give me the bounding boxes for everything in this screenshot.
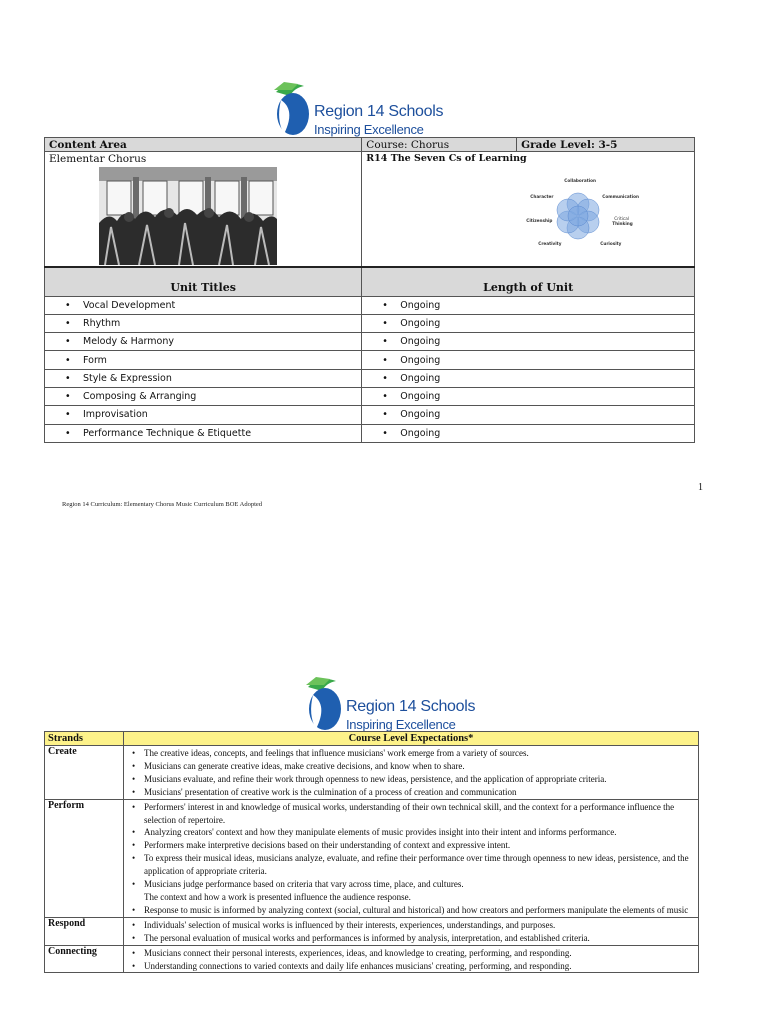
table-row	[45, 406, 695, 424]
list-item: • The creative ideas, concepts, and feelings that influence musicians' work emerge from a variety of sources.	[130, 747, 694, 760]
seven-cs-thinking: Thinking	[612, 221, 633, 226]
unit-length-cell	[362, 314, 695, 332]
subject-cell	[45, 152, 362, 268]
unit-title: Improvisation	[83, 409, 148, 421]
list-item: • Musicians judge performance based on criteria that vary across time, place, and cultures.	[130, 878, 694, 891]
unit-length-cell	[362, 369, 695, 387]
unit-length: Ongoing	[400, 427, 441, 439]
unit-title-cell	[45, 296, 362, 314]
list-item: The context and how a work is presented influence the audience response.	[143, 891, 411, 902]
unit-length: Ongoing	[400, 409, 441, 421]
unit-columns-header	[45, 267, 695, 296]
bullet-icon: •	[65, 409, 71, 421]
seven-cs-character: Character	[530, 194, 554, 199]
logo-name: Region 14 Schools	[314, 103, 444, 120]
unit-title: Form	[83, 354, 107, 366]
list-item: • Understanding connections to varied contexts and daily life enhances musicians' creating, performing, and responding.	[130, 960, 694, 973]
unit-length-cell	[362, 387, 695, 405]
list-item: • Individuals' selection of musical works is influenced by their interests, experiences, understandings, and purposes.	[130, 919, 694, 932]
strands-heading: Strands	[45, 732, 124, 746]
logo-globe-icon	[274, 80, 312, 136]
table-row	[45, 333, 695, 351]
seven-cs-diagram	[506, 178, 656, 256]
course-expectations-table	[44, 731, 699, 973]
table-row	[45, 387, 695, 405]
length-of-unit-heading: Length of Unit	[362, 267, 695, 296]
list-item: • Musicians evaluate, and refine their work through openness to new ideas, persistence, and the application of appropriate criteria.	[130, 773, 694, 786]
logo-tagline: Inspiring Excellence	[346, 717, 456, 732]
bullet-icon: •	[382, 317, 388, 329]
unit-title-cell	[45, 424, 362, 442]
table-header-row	[45, 138, 695, 152]
unit-length: Ongoing	[400, 317, 441, 329]
grade-level-label: Grade Level: 3-5	[517, 138, 695, 152]
unit-title-cell	[45, 314, 362, 332]
unit-title-cell	[45, 351, 362, 369]
bullet-icon: •	[65, 299, 71, 311]
unit-title-cell	[45, 387, 362, 405]
bullet-icon: •	[382, 372, 388, 384]
bullet-icon: •	[65, 354, 71, 366]
table-row	[45, 351, 695, 369]
list-item: • Performers make interpretive decisions based on their understanding of context and expressive intent.	[130, 839, 694, 852]
unit-titles-heading: Unit Titles	[45, 267, 362, 296]
strand-name: Perform	[45, 799, 124, 917]
chorus-engraving-image	[99, 167, 277, 265]
unit-title-cell	[45, 369, 362, 387]
course-label: Course: Chorus	[362, 138, 517, 152]
unit-length: Ongoing	[400, 372, 441, 384]
bullet-icon: •	[65, 317, 71, 329]
unit-title: Style & Expression	[83, 372, 172, 384]
strand-expectations	[123, 917, 698, 945]
table-row	[45, 369, 695, 387]
subject-title: Elementar Chorus	[49, 153, 147, 165]
unit-title: Melody & Harmony	[83, 336, 175, 348]
page-number: 1	[698, 482, 703, 493]
unit-length: Ongoing	[400, 354, 441, 366]
table-row	[45, 424, 695, 442]
unit-title: Vocal Development	[83, 299, 176, 311]
seven-cs-cell	[362, 152, 695, 268]
table-row	[45, 945, 699, 973]
unit-length: Ongoing	[400, 391, 441, 403]
bullet-icon: •	[65, 427, 71, 439]
strand-name: Connecting	[45, 945, 124, 973]
bullet-icon: •	[65, 391, 71, 403]
expectations-heading: Course Level Expectations*	[123, 732, 698, 746]
page-footer: Region 14 Curriculum: Elementary Chorus Music Curriculum BOE Adopted	[62, 501, 263, 508]
bullet-icon: •	[382, 391, 388, 403]
unit-length-cell	[362, 406, 695, 424]
unit-title: Rhythm	[83, 317, 121, 329]
list-item: • Analyzing creators' context and how they manipulate elements of music provides insight into their intent and informs performance.	[130, 826, 694, 839]
list-item: • Performers' interest in and knowledge of musical works, understanding of their own technical skill, and the context for a performance influence the selection of repertoire.	[130, 801, 694, 827]
unit-title-cell	[45, 406, 362, 424]
unit-length-cell	[362, 351, 695, 369]
unit-length-cell	[362, 333, 695, 351]
seven-cs-collaboration: Collaboration	[564, 178, 596, 183]
list-item: • Musicians connect their personal interests, experiences, ideas, and knowledge to creating, performing, and responding.	[130, 947, 694, 960]
bullet-icon: •	[382, 354, 388, 366]
table-row	[45, 296, 695, 314]
seven-cs-creativity: Creativity	[538, 241, 562, 246]
unit-title: Performance Technique & Etiquette	[83, 427, 252, 439]
bullet-icon: •	[382, 409, 388, 421]
bullet-icon: •	[65, 336, 71, 348]
unit-title: Composing & Arranging	[83, 391, 197, 403]
bullet-icon: •	[382, 299, 388, 311]
seven-cs-communication: Communication	[602, 194, 639, 199]
bullet-icon: •	[382, 427, 388, 439]
seven-cs-citizenship: Citizenship	[526, 218, 553, 223]
logo-globe-icon	[306, 675, 344, 731]
seven-cs-curiosity: Curiosity	[600, 241, 622, 246]
table-row	[45, 314, 695, 332]
unit-length-cell	[362, 296, 695, 314]
list-item: • The personal evaluation of musical works and performances is informed by analysis, interpretation, and established criteria.	[130, 932, 694, 945]
logo-name: Region 14 Schools	[346, 698, 476, 715]
list-item: • To express their musical ideas, musicians analyze, evaluate, and refine their performance over time through openness to new ideas, persistence, and the application of appropriate criteria.	[130, 852, 694, 878]
bullet-icon: •	[382, 336, 388, 348]
region14-logo-top	[274, 80, 443, 136]
list-item: • Musicians' presentation of creative work is the culmination of a process of creation and communication	[130, 786, 694, 799]
table-row	[45, 917, 699, 945]
content-area-label: Content Area	[45, 138, 362, 152]
seven-cs-title: R14 The Seven Cs of Learning	[366, 153, 527, 164]
unit-length-cell	[362, 424, 695, 442]
table-row	[45, 799, 699, 917]
table-row	[45, 746, 699, 800]
logo-tagline: Inspiring Excellence	[314, 122, 424, 137]
strand-name: Create	[45, 746, 124, 800]
list-item: • Response to music is informed by analyzing context (social, cultural and historical) and how creators and performers manipulate the elements of music	[130, 904, 694, 917]
region14-logo-bottom	[306, 675, 475, 731]
unit-length: Ongoing	[400, 299, 441, 311]
bullet-icon: •	[65, 372, 71, 384]
unit-length: Ongoing	[400, 336, 441, 348]
strand-name: Respond	[45, 917, 124, 945]
seven-cs-critical: Critical	[614, 216, 629, 221]
list-item: • Musicians can generate creative ideas, make creative decisions, and know when to share.	[130, 760, 694, 773]
unit-overview-table	[44, 137, 695, 443]
strand-expectations	[123, 945, 698, 973]
strand-expectations	[123, 746, 698, 800]
unit-title-cell	[45, 333, 362, 351]
strand-expectations	[123, 799, 698, 917]
expectations-header-row	[45, 732, 699, 746]
